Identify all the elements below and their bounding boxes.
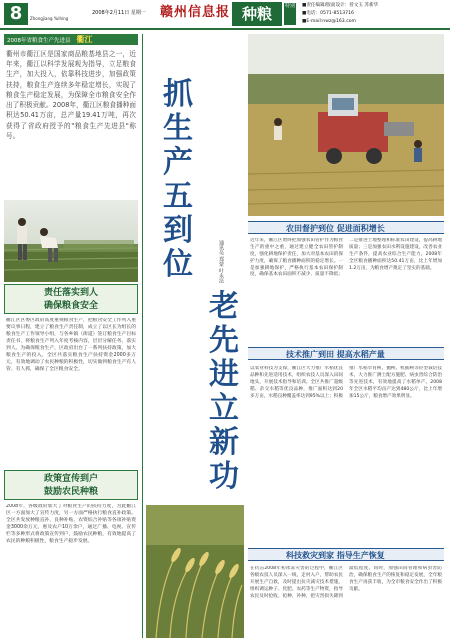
harvest-photo bbox=[248, 34, 444, 216]
headline-part1 bbox=[160, 78, 196, 282]
byline: 通讯员 郑蒙 叶永法 bbox=[218, 240, 224, 284]
headline-char: 五 bbox=[163, 179, 193, 214]
rice-photo bbox=[146, 505, 244, 638]
headline-char: 老 bbox=[209, 289, 239, 324]
headline-char: 产 bbox=[163, 145, 193, 180]
headline-char: 新 bbox=[209, 425, 239, 460]
headline-char: 生 bbox=[163, 111, 193, 146]
headline-part2 bbox=[206, 290, 242, 494]
block1-heading bbox=[4, 284, 138, 314]
newspaper-name: 赣州信息报 bbox=[160, 5, 231, 20]
section1-title: 农田督护到位 促进面积增长 bbox=[286, 223, 385, 233]
intro-paragraph: 衢州市衢江区是国家商品粮基地县之一，近年来，衢江以科学发展观为指导，立足粮食生产，加大投入，依靠科技进步，加强政策扶持，粮食生产连续多年稳定增长，实现了粮食生产稳定发展，为保障全市粮食安全作出了积极贡献。2008年，衢江区粮食播种面积达50.41万亩，总产量19.41万吨，再次获得了省政府授予的"粮食生产先进县"称号。 bbox=[6, 50, 136, 140]
section2-text: 以农业科技为支撑，衢江区大力推广水稻优良品种和先进适用技术，组织农技人员深入田间地头，开展技术指导和培训。全区共推广超级稻、杂交水稻等优良品种，推广面积达到20多万亩，水稻良种覆盖率达到95%以上；积极推广水稻旱育秧、抛秧、机插秧等轻型栽培技术，大力推广测土配方施肥、病虫害综合防治等先进技术，有效地提高了水稻单产。2008年全区水稻平均亩产达到480公斤，比上年增加15公斤，粮食增产效果明显。 bbox=[250, 366, 442, 399]
block2-heading bbox=[4, 470, 138, 500]
headline-char: 功 bbox=[209, 459, 239, 494]
block1-title-line1: 责任落实到人 bbox=[43, 288, 98, 298]
section1-text: 近年来，衢江区始终把加强农田管护作为粮食生产的重中之重，通过建立健全农田管护制度，强化耕地保护责任，加大对基本农田的保护力度，确保了粮食播种面积的稳定增长。一是加强耕地保护，严格执行基本农田保护制度，确保基本农田面积不减少、质量不降低；二是推进土地整理和标准农田建设，提高耕地质量；三是加强农田水利设施建设，改善农业生产条件，提高农业综合生产能力。2008年全区粮食播种面积达50.41万亩，比上年增加1.2万亩，为粮食增产奠定了坚实的基础。 bbox=[250, 238, 442, 278]
award-tag: 2008年省粮食生产先进县 bbox=[7, 38, 71, 44]
phone-info: ■电话：0571-8513716 bbox=[302, 11, 354, 16]
editor-info: ■责任编辑/版面设计：曾文玉 苏新华 bbox=[302, 3, 379, 8]
block1-text: 衢江区区委区政府高度重视粮食生产，把粮食安全工作列入重要议事日程，建立了粮食生产责任制，成立了以区长为组长的粮食生产工作领导小组，与各乡镇（街道）签订粮食生产目标责任书，将粮食生产列入年度考核内容，层层分解任务，落实到人。为确保粮食生产，区政府出台了一系列扶持政策，加大粮食生产的投入，全区共落实粮食生产扶持资金2000多万元，有效地调动了农民种粮的积极性，切实做到粮食生产有人管、有人抓，确保了全区粮食安全。 bbox=[6, 318, 136, 372]
block2-title-line1: 政策宣传到户 bbox=[43, 474, 98, 484]
section2-title: 技术推广到田 提高水稻产量 bbox=[286, 349, 385, 359]
section3-bar bbox=[248, 548, 444, 561]
issue-date: 2008年2月11日 星期一 bbox=[92, 10, 146, 16]
section3-text: 在抗击2008年初冰冻灾害的过程中，衢江区各级农技人员深入一线，走村入户，帮助农民开展生产自救，及时提出抗灾减灾技术措施，组织调运种子、化肥、农药等生产物资，指导农民及时抢收、抢种、补种，把灾害损失降到最低程度。同时，加强田间管理和病虫害防治，确保粮食生产的恢复和稳定发展，全年粮食生产再获丰收，为全市粮食安全作出了积极贡献。 bbox=[250, 566, 442, 599]
headline-char: 到 bbox=[163, 213, 193, 248]
section1-bar bbox=[248, 221, 444, 234]
block2-text: 2008年，各级政府加大了对粮食生产的扶持力度，为此衢江区一方面加大了宣传力度，另一方面严格执行粮食直补政策。全区共发放种粮直补、良种补贴、农资综合补贴等各项补贴资金3000余万元，惠及农户10万余户，通过广播、电视、宣传栏等多种形式将政策宣传到户，鼓励农民种粮，有效地提高了农民的种粮积极性，粮食生产稳步发展。 bbox=[6, 504, 136, 544]
block2-title-line2: 鼓励农民种粮 bbox=[43, 487, 98, 498]
block1-title-line2: 确保粮食安全 bbox=[43, 301, 98, 312]
headline-char: 抓 bbox=[163, 77, 193, 112]
award-county: 衢江 bbox=[76, 35, 93, 44]
section2-bar bbox=[248, 347, 444, 360]
award-tag-bar bbox=[4, 34, 138, 45]
column-divider bbox=[142, 34, 143, 638]
section3-title: 科技救灾到家 指导生产恢复 bbox=[286, 550, 385, 560]
headline-char: 立 bbox=[209, 391, 239, 426]
headline-char: 位 bbox=[163, 247, 193, 282]
farmers-photo bbox=[4, 200, 138, 282]
page-number-subtitle: Zhongjiang Yulhing bbox=[30, 16, 69, 21]
section-title: 种粮 bbox=[232, 2, 282, 26]
page-number: 8 bbox=[4, 3, 28, 25]
headline-char: 先 bbox=[209, 323, 239, 358]
email-info: ■E-mail:nwz@163.com bbox=[302, 19, 357, 24]
section-subtitle: 特别 bbox=[284, 3, 296, 25]
headline-char: 进 bbox=[209, 357, 239, 392]
